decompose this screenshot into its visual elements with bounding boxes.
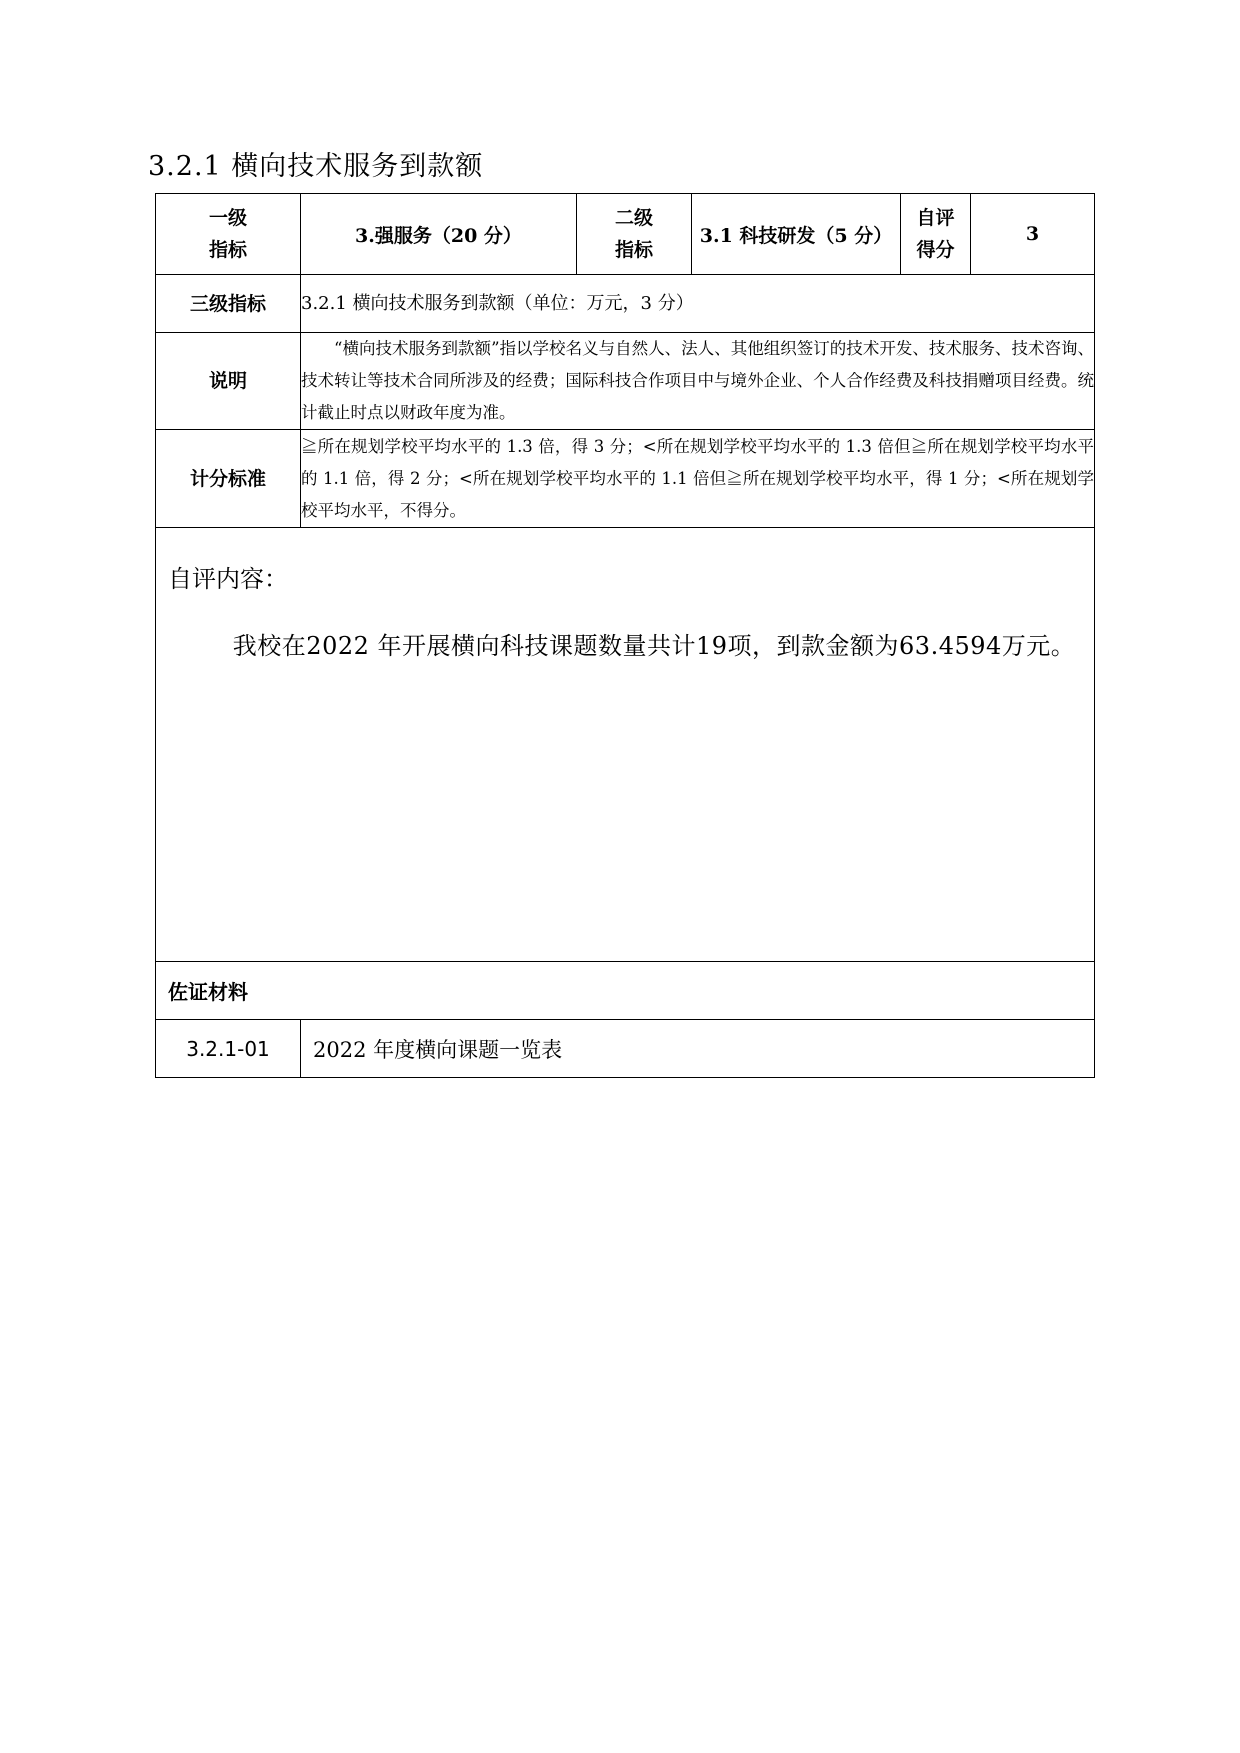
self-score-value: 3 bbox=[971, 194, 1095, 275]
scoring-row bbox=[156, 430, 1095, 528]
page-heading: 3.2.1 横向技术服务到款额 bbox=[148, 151, 484, 182]
level2-label-cell bbox=[577, 194, 692, 275]
level1-label: 一级 指标 bbox=[208, 207, 247, 261]
level1-value: 3.强服务（20 分） bbox=[301, 194, 577, 275]
level3-label: 三级指标 bbox=[156, 275, 301, 333]
description-text: “横向技术服务到款额”指以学校名义与自然人、法人、其他组织签订的技术开发、技术服务、技术咨询、技术转让等技术合同所涉及的经费；国际科技合作项目中与境外企业、个人合作经费及科技捐赠项目经费。统计截止时点以财政年度为准。 bbox=[301, 333, 1095, 430]
scoring-text: ≧所在规划学校平均水平的 1.3 倍，得 3 分；<所在规划学校平均水平的 1.3 倍但≧所在规划学校平均水平的 1.1 倍，得 2 分；<所在规划学校平均水平的 1.1 倍但≧所在规划学校平均水平，得 1 分；<所在规划学校平均水平，不得分。 bbox=[301, 430, 1095, 528]
self-score-label-cell bbox=[901, 194, 971, 275]
description-label: 说明 bbox=[156, 333, 301, 430]
evidence-item-title[interactable]: 2022 年度横向课题一览表 bbox=[301, 1020, 1095, 1078]
evidence-item-row bbox=[156, 1020, 1095, 1078]
self-score-label: 自评 得分 bbox=[916, 207, 955, 261]
level2-value: 3.1 科技研发（5 分） bbox=[692, 194, 901, 275]
evidence-label: 佐证材料 bbox=[156, 962, 1095, 1020]
evidence-header-row bbox=[156, 962, 1095, 1020]
level1-label-cell bbox=[156, 194, 301, 275]
level3-value: 3.2.1 横向技术服务到款额（单位：万元，3 分） bbox=[301, 275, 1095, 333]
level3-row bbox=[156, 275, 1095, 333]
self-eval-body: 我校在2022 年开展横向科技课题数量共计19项，到款金额为63.4594万元。 bbox=[232, 632, 1076, 660]
evidence-item-code: 3.2.1-01 bbox=[156, 1020, 301, 1078]
self-eval-title: 自评内容： bbox=[168, 565, 288, 593]
self-eval-row bbox=[156, 528, 1095, 962]
evaluation-table bbox=[155, 193, 1095, 1078]
self-eval-cell bbox=[156, 528, 1095, 962]
description-row bbox=[156, 333, 1095, 430]
scoring-label: 计分标准 bbox=[156, 430, 301, 528]
level-row bbox=[156, 194, 1095, 275]
level2-label: 二级 指标 bbox=[614, 207, 653, 261]
